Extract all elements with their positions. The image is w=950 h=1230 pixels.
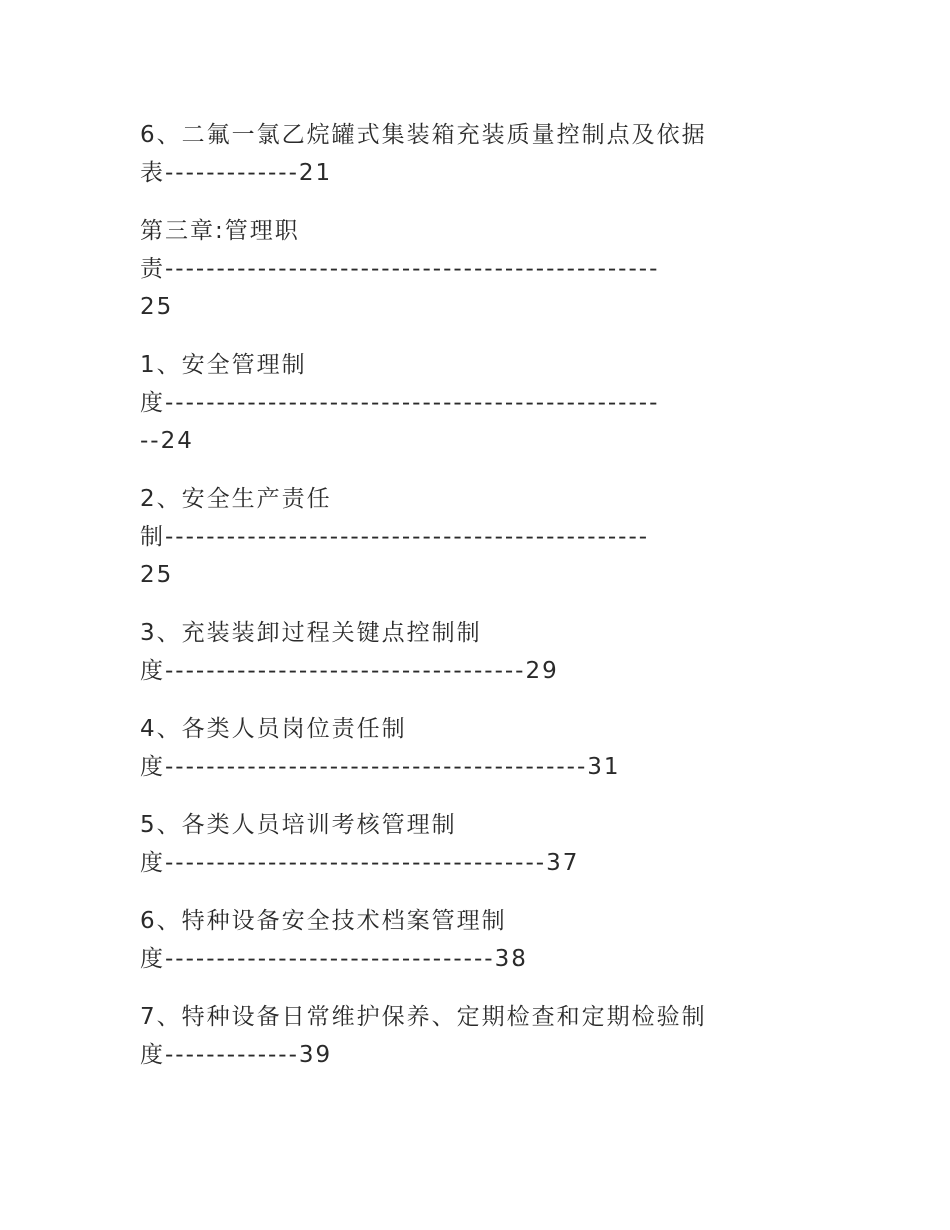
toc-entry-key-point-control[interactable] [140,614,820,690]
toc-entry-fill-quality-table[interactable] [140,116,820,192]
toc-entry-title: 1、安全管理制 [140,352,307,378]
toc-entry-leader: 制----------------------------------------------- [140,524,650,550]
toc-entry-title: 3、充装装卸过程关键点控制制 [140,620,482,646]
toc-entry-leader: 度-----------------------------------29 [140,658,559,684]
toc-entry-page: 25 [140,562,174,588]
toc-entry-safety-management[interactable] [140,346,820,460]
toc-entry-technical-archive[interactable] [140,902,820,978]
toc-entry-leader: 责------------------------------------------------ [140,256,660,282]
toc-entry-title: 4、各类人员岗位责任制 [140,716,407,742]
toc-entry-leader: 表-------------21 [140,160,333,186]
toc-entry-leader: 度-----------------------------------------31 [140,754,621,780]
toc-entry-title: 5、各类人员培训考核管理制 [140,812,457,838]
toc-entry-production-responsibility[interactable] [140,480,820,594]
toc-entry-title: 6、二氟一氯乙烷罐式集装箱充装质量控制点及依据 [140,122,707,148]
toc-entry-title: 6、特种设备安全技术档案管理制 [140,908,507,934]
toc-entry-leader: 度-------------39 [140,1042,333,1068]
table-of-contents [140,116,820,1094]
toc-entry-title: 第三章:管理职 [140,218,300,244]
toc-entry-leader: 度-------------------------------------37 [140,850,580,876]
toc-entry-page: --24 [140,428,194,454]
toc-entry-title: 2、安全生产责任 [140,486,332,512]
toc-entry-leader: 度------------------------------------------------ [140,390,660,416]
toc-entry-title: 7、特种设备日常维护保养、定期检查和定期检验制 [140,1004,707,1030]
toc-entry-leader: 度--------------------------------38 [140,946,528,972]
toc-entry-maintenance-inspection[interactable] [140,998,820,1074]
toc-entry-page: 25 [140,294,174,320]
toc-entry-post-responsibility[interactable] [140,710,820,786]
toc-entry-chapter-3[interactable] [140,212,820,326]
toc-entry-training-assessment[interactable] [140,806,820,882]
